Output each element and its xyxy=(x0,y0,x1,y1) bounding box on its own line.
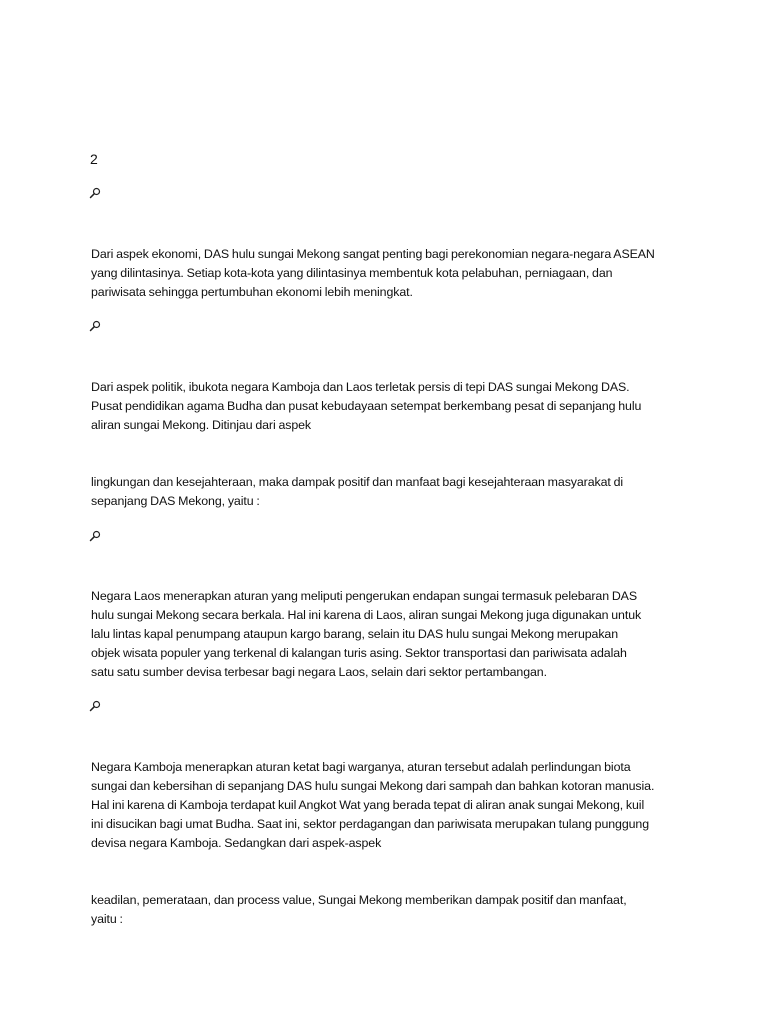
search-icon xyxy=(89,700,101,712)
page-number: 2 xyxy=(90,151,98,167)
paragraph-kamboja: Negara Kamboja menerapkan aturan ketat bagi warganya, aturan tersebut adalah perlindungan biota sungai dan kebersihan di sepanjang DAS hulu sungai Mekong dari sampah dan bahkan kotoran manusia. Hal ini karena di Kamboja terdapat kuil Angkot Wat yang berada tepat di aliran anak sungai Mekong, kuil ini disucikan bagi umat Budha. Saat ini, sektor perdagangan dan pariwisata merupakan tulang punggung devisa negara Kamboja. Sedangkan dari aspek-aspek xyxy=(91,760,655,850)
paragraph-justice-aspect: keadilan, pemerataan, dan process value, Sungai Mekong memberikan dampak positif dan manfaat, yaitu : xyxy=(91,893,627,926)
search-icon xyxy=(89,530,101,542)
paragraph-economic-aspect: Dari aspek ekonomi, DAS hulu sungai Mekong sangat penting bagi perekonomian negara-negara ASEAN yang dilintasinya. Setiap kota-kota yang dilintasinya membentuk kota pelabuhan, perniagaan, dan pariwisata sehingga pertumbuhan ekonomi lebih meningkat. xyxy=(91,247,655,299)
search-icon xyxy=(89,320,101,332)
paragraph-environment-aspect: lingkungan dan kesejahteraan, maka dampak positif dan manfaat bagi kesejahteraan masyarakat di sepanjang DAS Mekong, yaitu : xyxy=(91,475,624,508)
paragraph-political-aspect: Dari aspek politik, ibukota negara Kamboja dan Laos terletak persis di tepi DAS sungai Mekong DAS. Pusat pendidikan agama Budha dan pusat kebudayaan setempat berkembang pesat di sepanjang hulu aliran sungai Mekong. Ditinjau dari aspek xyxy=(91,380,642,432)
search-icon xyxy=(89,187,101,199)
paragraph-laos: Negara Laos menerapkan aturan yang meliputi pengerukan endapan sungai termasuk pelebaran DAS hulu sungai Mekong secara berkala. Hal ini karena di Laos, aliran sungai Mekong juga digunakan untuk lalu lintas kapal penumpang ataupun kargo barang, selain itu DAS hulu sungai Mekong merupakan objek wisata populer yang terkenal di kalangan turis asing. Sektor transportasi dan pariwisata adalah satu satu sumber devisa terbesar bagi negara Laos, selain dari sektor pertambangan. xyxy=(91,589,642,679)
